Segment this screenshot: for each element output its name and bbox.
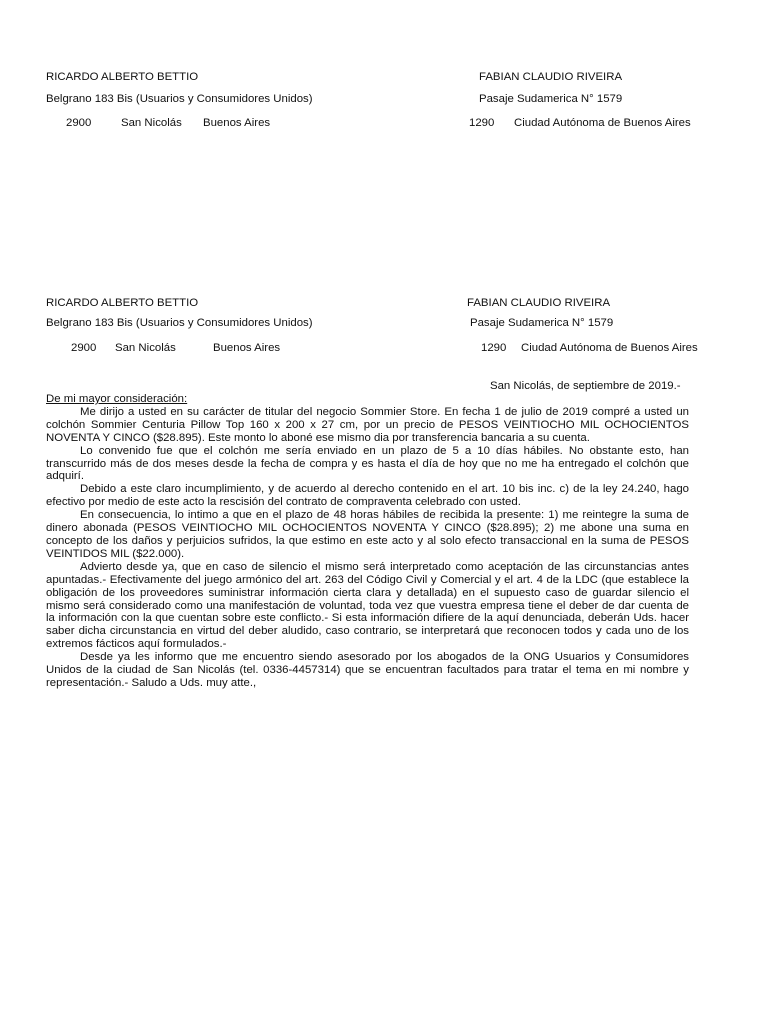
recipient-address: Pasaje Sudamerica N° 1579 (470, 317, 614, 329)
letter-paragraph: En consecuencia, lo intimo a que en el plazo de 48 horas hábiles de recibida la presente: 1) me reintegre la suma de dinero abonada (PESOS VEINTIOCHO MIL OCHOCIENTOS NOVENTA Y CINCO ($28.895); 2) me abone una suma en concepto de los daños y perjuicios sufridos, la que estimo en este acto y al solo efecto transaccional en la suma de PESOS VEINTIDOS MIL ($22.000). (46, 509, 689, 560)
recipient-address: Pasaje Sudamerica N° 1579 (479, 93, 623, 105)
recipient-name: FABIAN CLAUDIO RIVEIRA (479, 71, 623, 83)
letter-date: San Nicolás, de septiembre de 2019.- (490, 380, 681, 392)
sender-province: Buenos Aires (213, 342, 281, 354)
sender-postal-code: 2900 (66, 117, 92, 129)
recipient-name: FABIAN CLAUDIO RIVEIRA (467, 297, 611, 309)
sender-postal-code: 2900 (71, 342, 97, 354)
sender-address: Belgrano 183 Bis (Usuarios y Consumidores Unidos) (46, 317, 313, 329)
letter-paragraph: Debido a este claro incumplimiento, y de acuerdo al derecho contenido en el art. 10 bis inc. c) de la ley 24.240, hago efectivo por medio de este acto la rescisión del contrato de compraventa celebrado con usted. (46, 483, 689, 509)
recipient-city: Ciudad Autónoma de Buenos Aires (514, 117, 691, 129)
letter-paragraph: Lo convenido fue que el colchón me sería enviado en un plazo de 5 a 10 días hábiles. No obstante esto, han transcurrido más de dos meses desde la fecha de compra y es hasta el día de hoy que no me ha entregado el colchón que adquirí. (46, 444, 689, 483)
letter-paragraph: Desde ya les informo que me encuentro siendo asesorado por los abogados de la ONG Usuarios y Consumidores Unidos de la ciudad de San Nicolás (tel. 0336-4457314) que se encuentran facultados para tratar el tema en mi nombre y representación.- Saludo a Uds. muy atte., (46, 651, 689, 689)
recipient-postal-code: 1290 (469, 117, 495, 129)
sender-province: Buenos Aires (203, 117, 271, 129)
letter-salutation: De mi mayor consideración: (46, 393, 188, 405)
recipient-city: Ciudad Autónoma de Buenos Aires (521, 342, 698, 354)
sender-city: San Nicolás (115, 342, 176, 354)
sender-address: Belgrano 183 Bis (Usuarios y Consumidores Unidos) (46, 93, 313, 105)
recipient-postal-code: 1290 (481, 342, 507, 354)
sender-name: RICARDO ALBERTO BETTIO (46, 297, 199, 309)
letter-paragraph: Advierto desde ya, que en caso de silencio el mismo será interpretado como aceptación de las circunstancias antes apuntadas.- Efectivamente del juego armónico del art. 263 del Código Civil y Comercial y el art. 4 de la LDC (que establece la obligación de los proveedores suministrar información cierta clara y detallada) en el supuesto caso de guardar silencio el mismo será considerado como una manifestación de voluntad, toda vez que vuestra empresa tiene el deber de dar cuenta de la información con la que cuentan sobre este conflicto.- Si esta información difiere de la aquí denunciada, deberán Uds. hacer saber dicha circunstancia en virtud del deber aludido, caso contrario, se interpretará que reconocen todos y cada uno de los extremos fácticos aquí formulados.- (46, 560, 689, 651)
letter-body (46, 393, 689, 690)
letter-paragraph: Me dirijo a usted en su carácter de titular del negocio Sommier Store. En fecha 1 de julio de 2019 compré a usted un colchón Sommier Centuria Pillow Top 160 x 200 x 27 cm, por un precio de PESOS VEINTIOCHO MIL OCHOCIENTOS NOVENTA Y CINCO ($28.895). Este monto lo aboné ese mismo dia por transferencia bancaria a su cuenta. (46, 405, 689, 444)
sender-city: San Nicolás (121, 117, 182, 129)
sender-name: RICARDO ALBERTO BETTIO (46, 71, 199, 83)
